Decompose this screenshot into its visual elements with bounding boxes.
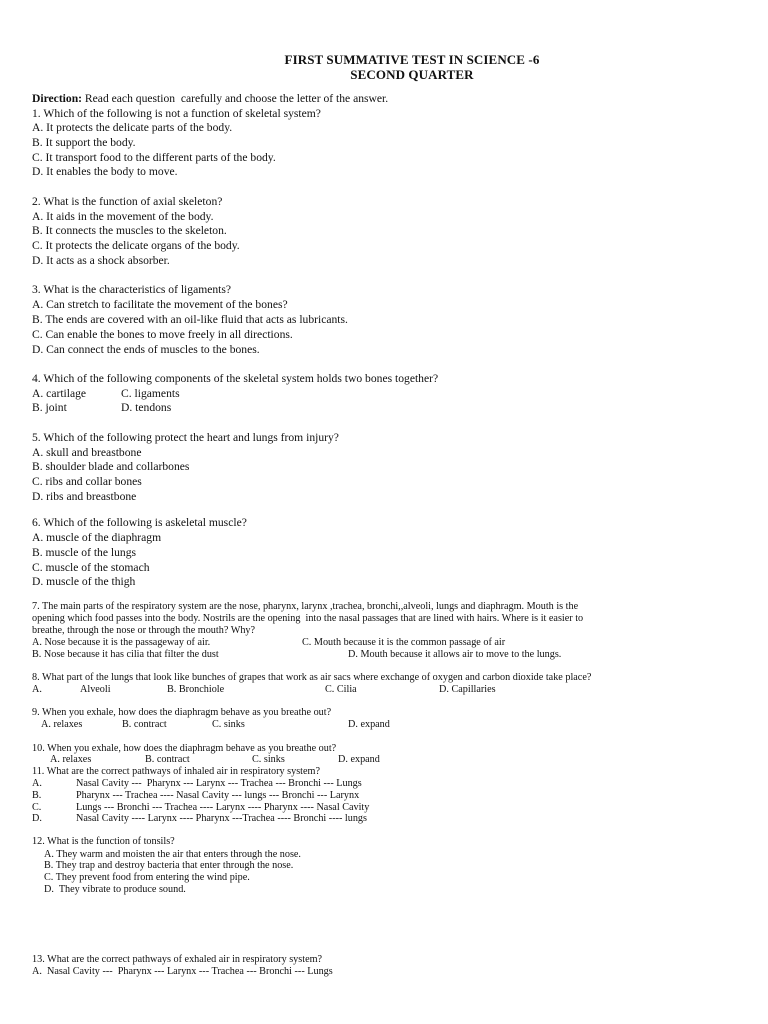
q8-option-c: C. Cilia	[325, 684, 357, 695]
q2-option-d: D. It acts as a shock absorber.	[32, 254, 170, 267]
q12-option-c: C. They prevent food from entering the wind pipe.	[44, 872, 250, 883]
q4-option-c: C. ligaments	[121, 387, 180, 400]
q7-option-c: C. Mouth because it is the common passage of air	[302, 637, 506, 648]
q7-option-a: A. Nose because it is the passageway of air.	[32, 637, 211, 648]
q11-option-d: Nasal Cavity ---- Larynx ---- Pharynx ---Trachea ---- Bronchi ---- lungs	[76, 813, 367, 824]
q12-question: 12. What is the function of tonsils?	[32, 836, 175, 847]
q6-option-c: C. muscle of the stomach	[32, 561, 150, 574]
q3-question: 3. What is the characteristics of ligaments?	[32, 283, 232, 296]
q4-option-d: D. tendons	[121, 401, 172, 414]
q1-option-d: D. It enables the body to move.	[32, 165, 178, 178]
q4-option-b: B. joint	[32, 401, 67, 414]
test-title: FIRST SUMMATIVE TEST IN SCIENCE -6	[284, 52, 540, 67]
q2-option-c: C. It protects the delicate organs of the body.	[32, 239, 240, 252]
q11-option-d-letter: D.	[32, 813, 42, 824]
q3-option-a: A. Can stretch to facilitate the movement of the bones?	[32, 298, 288, 311]
q11-option-a: Nasal Cavity --- Pharynx --- Larynx --- Trachea --- Bronchi --- Lungs	[76, 778, 362, 789]
q9-option-c: C. sinks	[212, 719, 245, 730]
q6-question: 6. Which of the following is askeletal muscle?	[32, 516, 247, 529]
q3-option-d: D. Can connect the ends of muscles to the bones.	[32, 343, 260, 356]
q5-option-b: B. shoulder blade and collarbones	[32, 460, 190, 473]
q12-option-b: B. They trap and destroy bacteria that enter through the nose.	[44, 860, 294, 871]
q9-question: 9. When you exhale, how does the diaphragm behave as you breathe out?	[32, 707, 332, 718]
q4-question: 4. Which of the following components of the skeletal system holds two bones together?	[32, 372, 439, 385]
q7-option-d: D. Mouth because it allows air to move to the lungs.	[348, 649, 562, 660]
q11-option-c: Lungs --- Bronchi --- Trachea ---- Larynx ---- Pharynx ---- Nasal Cavity	[76, 802, 370, 813]
q1-option-c: C. It transport food to the different parts of the body.	[32, 151, 276, 164]
direction	[32, 92, 388, 106]
q10-question: 10. When you exhale, how does the diaphragm behave as you breathe out?	[32, 743, 337, 754]
q8-option-b: B. Bronchiole	[167, 684, 225, 695]
q6-option-d: D. muscle of the thigh	[32, 575, 136, 588]
q3-option-b: B. The ends are covered with an oil-like fluid that acts as lubricants.	[32, 313, 348, 326]
q9-option-a: A. relaxes	[41, 719, 83, 730]
q11-question: 11. What are the correct pathways of inhaled air in respiratory system?	[32, 766, 320, 777]
q5-option-a: A. skull and breastbone	[32, 446, 142, 459]
q5-question: 5. Which of the following protect the heart and lungs from injury?	[32, 431, 339, 444]
q8-option-a: Alveoli	[80, 684, 111, 695]
q8-question: 8. What part of the lungs that look like bunches of grapes that work as air sacs where exchange of oxygen and carbon dioxide take place?	[32, 672, 592, 683]
q1-option-b: B. It support the body.	[32, 136, 136, 149]
q7-line-2: opening which food passes into the body. Nostrils are the opening into the nasal passages that are lined with hairs. Where is it easier to	[32, 613, 584, 624]
direction-label: Direction:	[32, 92, 83, 105]
test-subtitle: SECOND QUARTER	[350, 67, 474, 82]
q13-option-a: A. Nasal Cavity --- Pharynx --- Larynx --- Trachea --- Bronchi --- Lungs	[32, 966, 333, 977]
q6-option-b: B. muscle of the lungs	[32, 546, 137, 559]
q6-option-a: A. muscle of the diaphragm	[32, 531, 162, 544]
q9-option-b: B. contract	[122, 719, 167, 730]
q7-line-3: breathe, through the nose or through the mouth? Why?	[32, 625, 256, 636]
q5-option-c: C. ribs and collar bones	[32, 475, 142, 488]
q13-question: 13. What are the correct pathways of exhaled air in respiratory system?	[32, 954, 323, 965]
q2-question: 2. What is the function of axial skeleton?	[32, 195, 223, 208]
q4-option-a: A. cartilage	[32, 387, 87, 400]
q1-question: 1. Which of the following is not a function of skeletal system?	[32, 107, 321, 120]
q8-option-d: D. Capillaries	[439, 684, 496, 695]
q2-option-a: A. It aids in the movement of the body.	[32, 210, 214, 223]
direction-text: Read each question carefully and choose the letter of the answer.	[82, 92, 389, 105]
q12-option-a: A. They warm and moisten the air that enters through the nose.	[44, 849, 301, 860]
q2-option-b: B. It connects the muscles to the skeleton.	[32, 224, 227, 237]
q11-option-b: Pharynx --- Trachea ---- Nasal Cavity --- lungs --- Bronchi --- Larynx	[76, 790, 360, 801]
q5-option-d: D. ribs and breastbone	[32, 490, 137, 503]
q3-option-c: C. Can enable the bones to move freely in all directions.	[32, 328, 293, 341]
q7-option-b: B. Nose because it has cilia that filter the dust	[32, 649, 219, 660]
q10-option-c: C. sinks	[252, 754, 285, 765]
q1-option-a: A. It protects the delicate parts of the body.	[32, 121, 233, 134]
q11-option-a-letter: A.	[32, 778, 42, 789]
q7-line-1: 7. The main parts of the respiratory system are the nose, pharynx, larynx ,trachea, bronchi,,alveoli, lungs and diaphragm. Mouth is the	[32, 601, 579, 612]
q11-option-b-letter: B.	[32, 790, 42, 801]
q11-option-c-letter: C.	[32, 802, 42, 813]
q12-option-d: D. They vibrate to produce sound.	[44, 884, 186, 895]
q8-option-a-letter: A.	[32, 684, 42, 695]
q9-option-d: D. expand	[348, 719, 390, 730]
q10-option-b: B. contract	[145, 754, 190, 765]
q10-option-d: D. expand	[338, 754, 380, 765]
q10-option-a: A. relaxes	[50, 754, 92, 765]
